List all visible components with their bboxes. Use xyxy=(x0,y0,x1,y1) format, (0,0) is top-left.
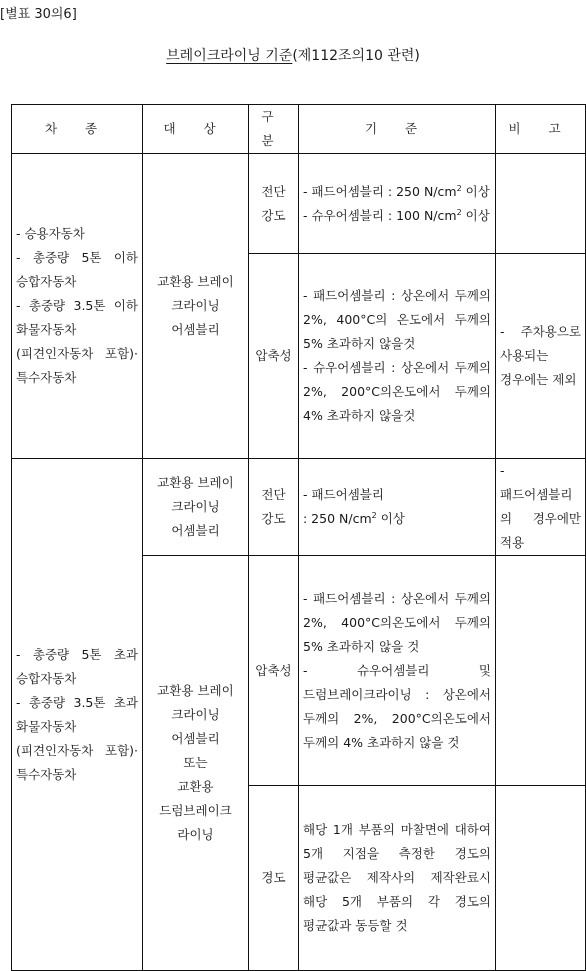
unit-exponent: 2 xyxy=(456,183,462,193)
target-line: 크라이닝 xyxy=(171,298,220,313)
suffix-text: 이상 xyxy=(376,511,405,526)
unit-text: N/cm xyxy=(423,183,457,199)
group2-shear-standard xyxy=(299,459,496,556)
suffix-text: 이상 xyxy=(461,183,490,199)
list-item: - 총중량 3.5톤 초과 화물자동차(피견인자동차 포함)·특수자동차 xyxy=(16,694,138,782)
attachment-label: [별표 30의6] xyxy=(0,7,77,22)
group1-shear-note xyxy=(496,154,586,254)
target-line: 교환용 브레이 xyxy=(157,683,234,698)
group1-compress-standard xyxy=(299,254,496,459)
document-title xyxy=(0,45,586,65)
title-reference: (제112조의10 관련) xyxy=(292,48,420,64)
shoe-assembly-text: - 슈우어셈블리 : 100 xyxy=(303,207,420,223)
target-line: 어셈블리 xyxy=(171,731,220,746)
brake-lining-standard-table xyxy=(11,104,586,971)
list-item: - 총중량 5톤 이하 승합자동차 xyxy=(16,250,138,289)
group2-compress-note xyxy=(496,556,586,786)
pad-assembly-text: - 패드어셈블리 : 250 xyxy=(303,183,420,199)
group2-shear-target xyxy=(143,459,249,556)
target-line: 크라이닝 xyxy=(171,707,220,722)
label-line: 전단 xyxy=(261,487,286,502)
unit-exponent: 2 xyxy=(456,207,462,217)
target-line: 교환용 브레이 xyxy=(157,475,234,490)
title-main: 브레이크라이닝 기준 xyxy=(166,48,293,64)
header-category: 구 분 xyxy=(249,105,299,154)
target-line: 드럼브레이크 xyxy=(159,803,232,818)
header-remarks: 비 고 xyxy=(496,105,586,154)
group2-hardness-note xyxy=(496,786,586,971)
list-item: - 승용자동차 xyxy=(16,226,85,241)
header-standard: 기 준 xyxy=(299,105,496,154)
pad-assembly-text: - 패드어셈블리 xyxy=(303,487,384,502)
suffix-text: 이상 xyxy=(461,207,490,223)
list-item: - 총중량 3.5톤 이하 화물자동차(피견인자동차 포함)·특수자동차 xyxy=(16,298,138,385)
value-text: : 250 N/cm xyxy=(303,511,372,526)
group1-shear-label xyxy=(249,154,299,254)
shoe-drum-assembly-text: - 슈우어셈블리 및 드럼브레이크라이닝 : 상온에서 두께의 2%, 200°C의온도에서 두께의 4% 초과하지 않을 것 xyxy=(303,662,491,750)
label-line: 강도 xyxy=(261,207,286,223)
table-row xyxy=(12,459,586,556)
list-item: - 총중량 5톤 초과 승합자동차 xyxy=(16,646,138,686)
unit-exponent: 2 xyxy=(371,510,377,520)
header-vehicle-type: 차 종 xyxy=(12,105,143,154)
group2-compress-label: 압축성 xyxy=(249,556,299,786)
label-line: 강도 xyxy=(261,511,286,526)
group1-shear-standard xyxy=(299,154,496,254)
target-line: 교환용 브레이 xyxy=(157,274,234,289)
target-line: 크라이닝 xyxy=(171,499,220,514)
target-line: 어셈블리 xyxy=(171,523,220,538)
group1-compress-label: 압축성 xyxy=(249,254,299,459)
shoe-assembly-text: - 슈우어셈블리 : 상온에서 두께의 2%, 200°C의온도에서 두께의 4% 초과하지 않을것 xyxy=(303,360,491,423)
group2-hardness-standard: 해당 1개 부품의 마찰면에 대하여 5개 지점을 측정한 경도의 평균값은 제작사의 제작완료시 해당 5개 부품의 각 경도의 평균값과 동등할 것 xyxy=(299,786,496,971)
unit-text: N/cm xyxy=(423,207,457,223)
table-row xyxy=(12,154,586,254)
table-header-row xyxy=(12,105,586,154)
group2-vehicle-types xyxy=(12,459,143,971)
group2-hardness-label: 경도 xyxy=(249,786,299,971)
target-line: 또는 xyxy=(183,755,208,770)
target-line: 라이닝 xyxy=(177,827,214,842)
pad-assembly-text: - 패드어셈블리 : 상온에서 두께의 2%, 400°C의온도에서 두께의 5% 초과하지 않을 것 xyxy=(303,590,491,654)
group2-compress-standard xyxy=(299,556,496,786)
group2-shear-note: - 패드어셈블리의 경우에만 적용 xyxy=(496,459,586,556)
pad-assembly-text: - 패드어셈블리 : 상온에서 두께의 2%, 400°C의 온도에서 두께의 5% 초과하지 않을것 xyxy=(303,288,491,351)
label-line: 전단 xyxy=(261,183,286,199)
header-target: 대 상 xyxy=(143,105,249,154)
group2-target xyxy=(143,556,249,971)
target-line: 교환용 xyxy=(177,779,214,794)
group2-shear-label xyxy=(249,459,299,556)
target-line: 어셈블리 xyxy=(171,322,220,337)
group1-vehicle-types xyxy=(12,154,143,459)
group1-target xyxy=(143,154,249,459)
group1-compress-note: - 주차용으로 사용되는 경우에는 제외 xyxy=(496,254,586,459)
